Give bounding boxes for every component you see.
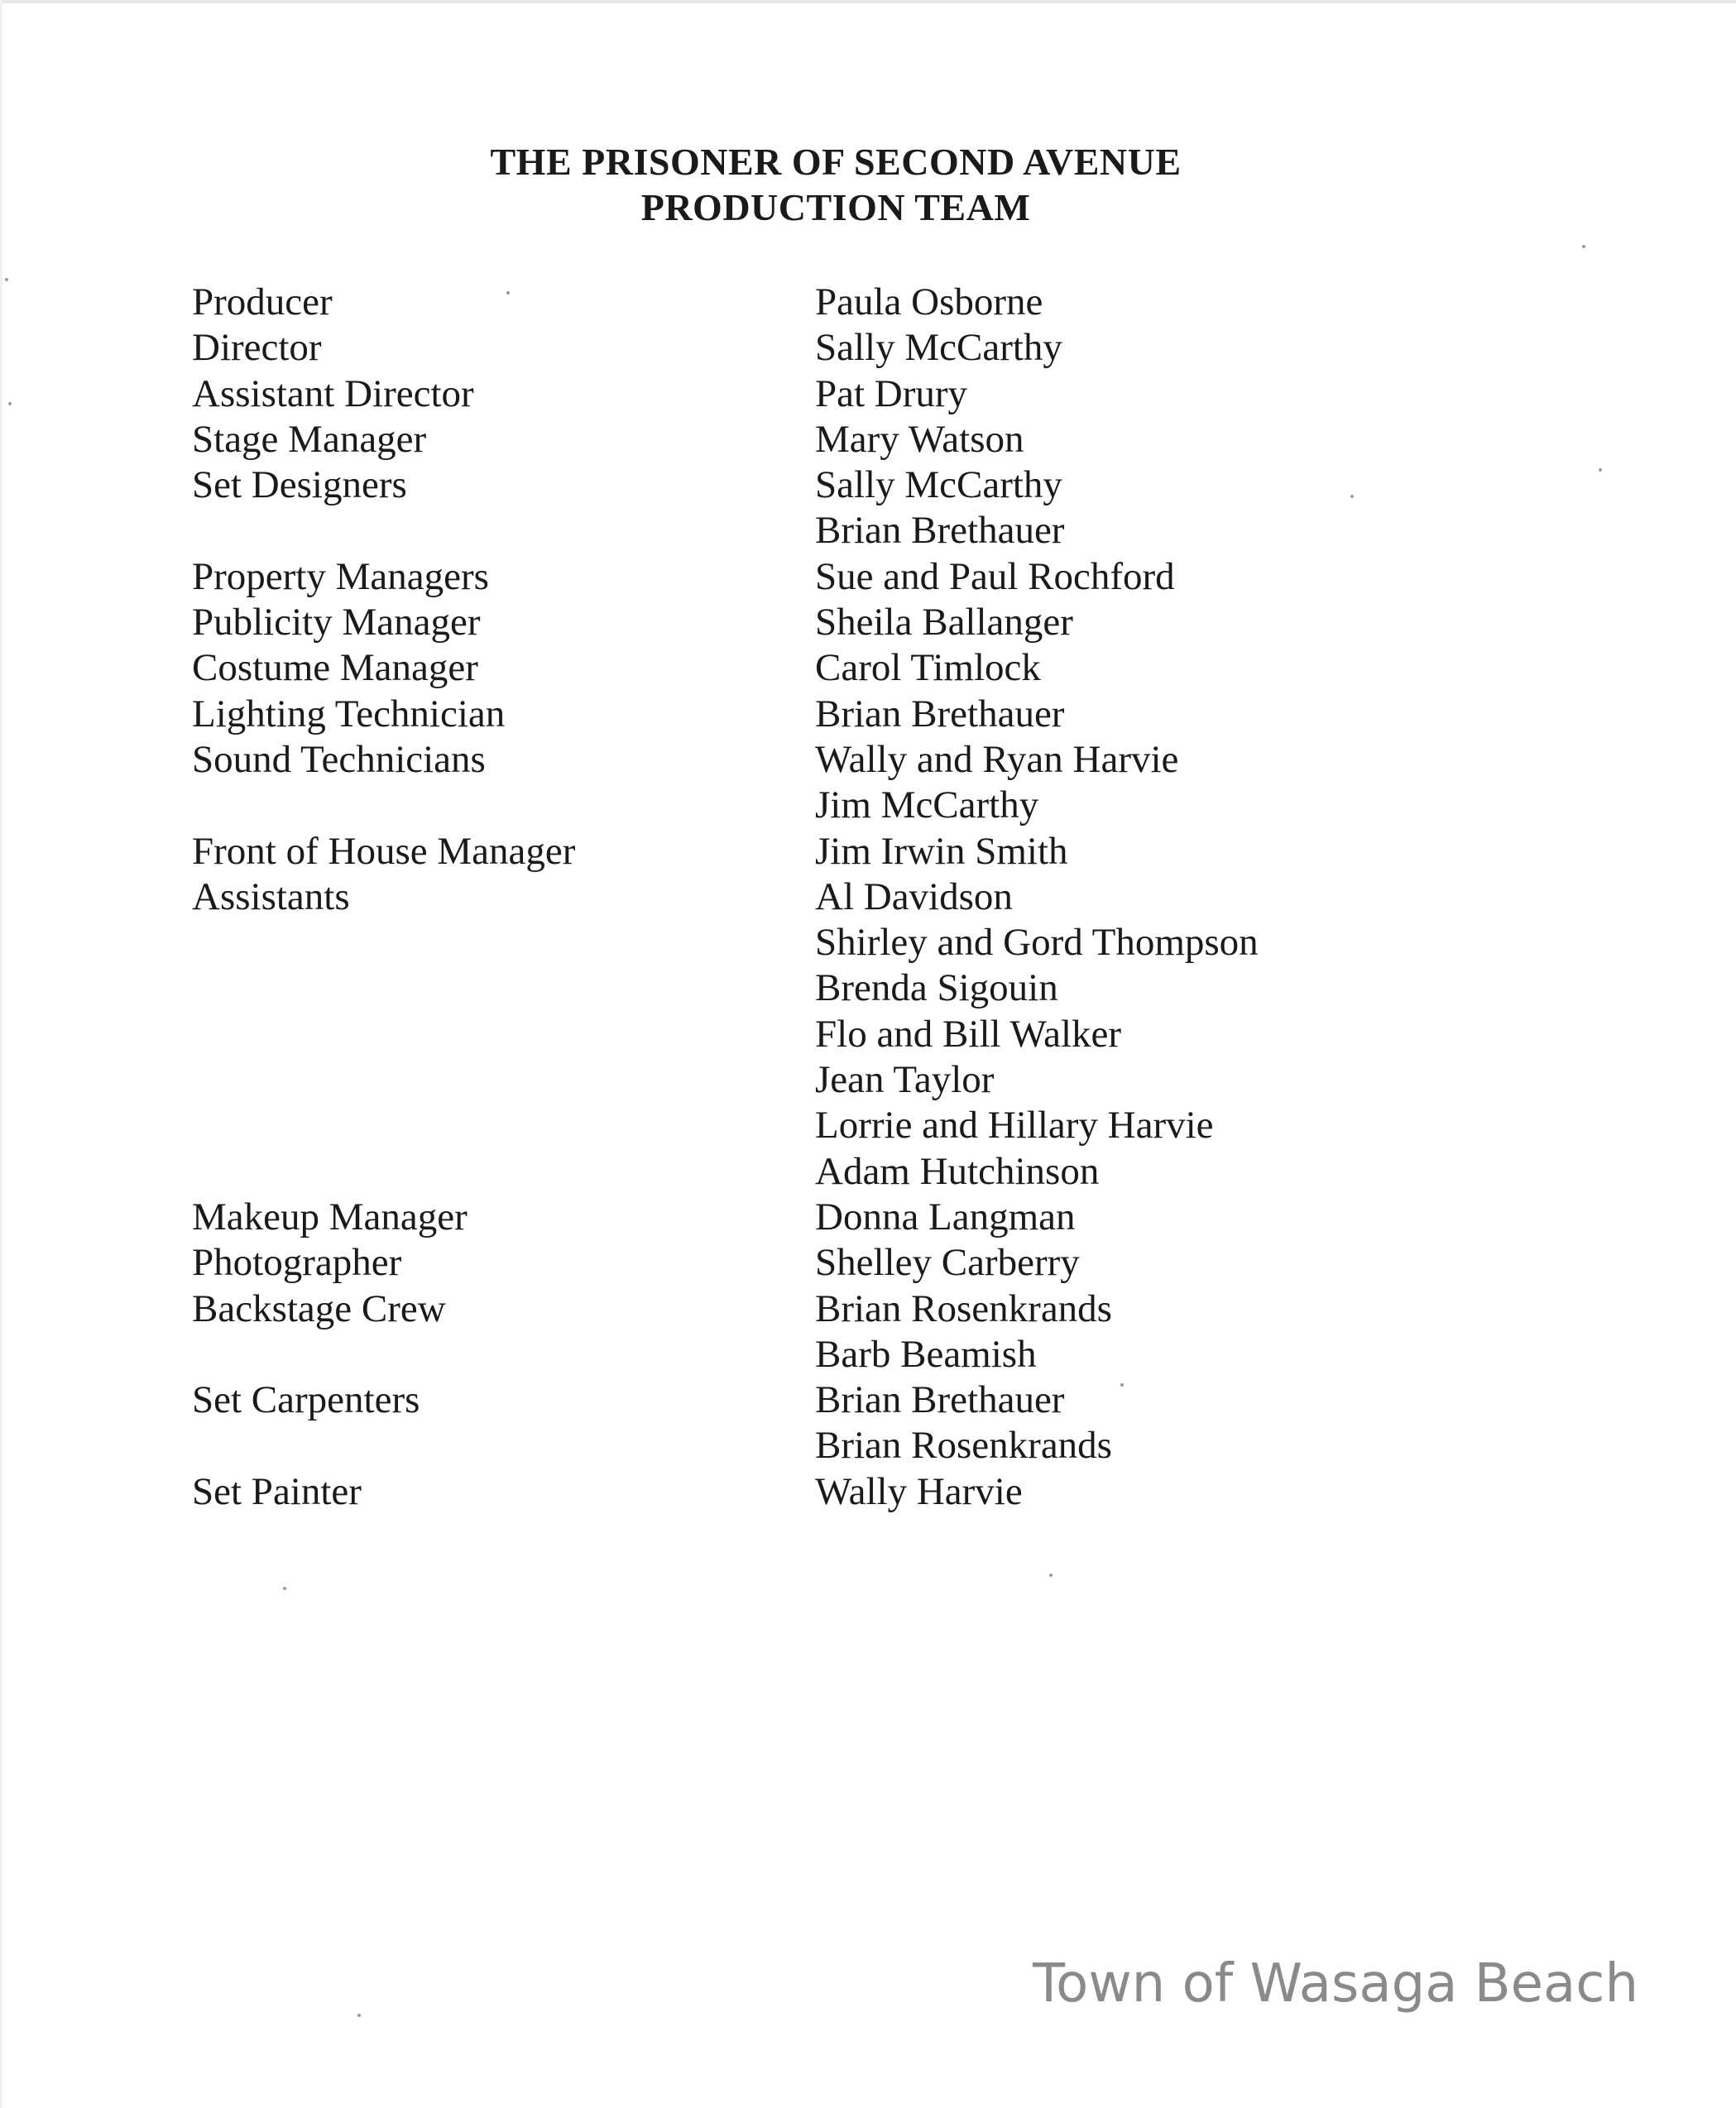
names-column [815,280,1684,1515]
role-label: Set Designers [192,463,407,507]
role-spacer [192,783,804,828]
role-label: Lighting Technician [192,692,506,735]
role-label: Set Painter [192,1469,362,1513]
scan-speck [283,1587,286,1590]
person-name: Wally Harvie [815,1469,1023,1513]
scan-speck [1120,1383,1124,1387]
role-spacer [192,508,804,553]
person-name: Jim McCarthy [815,783,1039,827]
role-label: Front of House Manager [192,829,576,873]
person-name: Pat Drury [815,371,968,415]
role-spacer [192,1423,804,1468]
person-name: Flo and Bill Walker [815,1012,1122,1056]
person-name: Shirley and Gord Thompson [815,921,1259,965]
person-name: Wally and Ryan Harvie [815,737,1179,781]
role-label: Property Managers [192,554,489,598]
person-name: Jim Irwin Smith [815,829,1068,873]
person-name: Carol Timlock [815,646,1041,690]
role-label: Assistant Director [192,371,474,415]
role-label: Producer [192,280,333,323]
person-name: Brian Rosenkrands [815,1286,1112,1330]
person-name: Brian Rosenkrands [815,1424,1112,1468]
role-spacer [192,1103,804,1148]
scan-speck [5,278,8,281]
role-label: Director [192,326,322,370]
person-name: Brian Brethauer [815,509,1065,553]
scan-speck [1599,468,1602,472]
person-name: Brenda Sigouin [815,966,1058,1010]
role-spacer [192,1332,804,1377]
person-name: Sally McCarthy [815,463,1062,507]
person-name: Sue and Paul Rochford [815,554,1175,598]
watermark-text: Town of Wasaga Beach [1032,1953,1638,2015]
person-name: Adam Hutchinson [815,1149,1100,1193]
role-label: Assistants [192,874,350,918]
role-label: Sound Technicians [192,737,486,781]
roles-column [192,280,804,1515]
person-name: Lorrie and Hillary Harvie [815,1104,1214,1147]
title-line-1: THE PRISONER OF SECOND AVENUE [490,141,1182,183]
person-name: Jean Taylor [815,1058,995,1102]
role-spacer [192,920,804,965]
role-label: Publicity Manager [192,601,481,644]
scan-speck [357,2014,361,2017]
role-label: Costume Manager [192,646,478,690]
role-label: Photographer [192,1241,402,1285]
scan-speck [8,402,12,405]
page-edge-top [0,0,1736,3]
person-name: Al Davidson [815,874,1013,918]
role-label: Stage Manager [192,417,427,461]
person-name: Donna Langman [815,1195,1076,1238]
person-name: Brian Brethauer [815,1378,1065,1422]
document-title [0,139,1671,230]
title-line-2: PRODUCTION TEAM [640,186,1031,228]
role-spacer [192,1012,804,1057]
page-edge-left [0,0,2,2108]
scan-speck [1350,495,1354,498]
role-spacer [192,965,804,1011]
role-label: Set Carpenters [192,1378,420,1422]
person-name: Sheila Ballanger [815,601,1073,644]
role-label: Makeup Manager [192,1195,468,1238]
role-label: Backstage Crew [192,1286,446,1330]
scan-speck [1049,1574,1053,1577]
person-name: Sally McCarthy [815,326,1062,370]
scan-speck [506,291,510,295]
person-name: Barb Beamish [815,1332,1037,1376]
person-name: Brian Brethauer [815,692,1065,735]
person-name: Mary Watson [815,417,1024,461]
person-name: Paula Osborne [815,280,1043,323]
scan-speck [1582,245,1585,248]
role-spacer [192,1149,804,1195]
person-name: Shelley Carberry [815,1241,1080,1285]
role-spacer [192,1057,804,1103]
